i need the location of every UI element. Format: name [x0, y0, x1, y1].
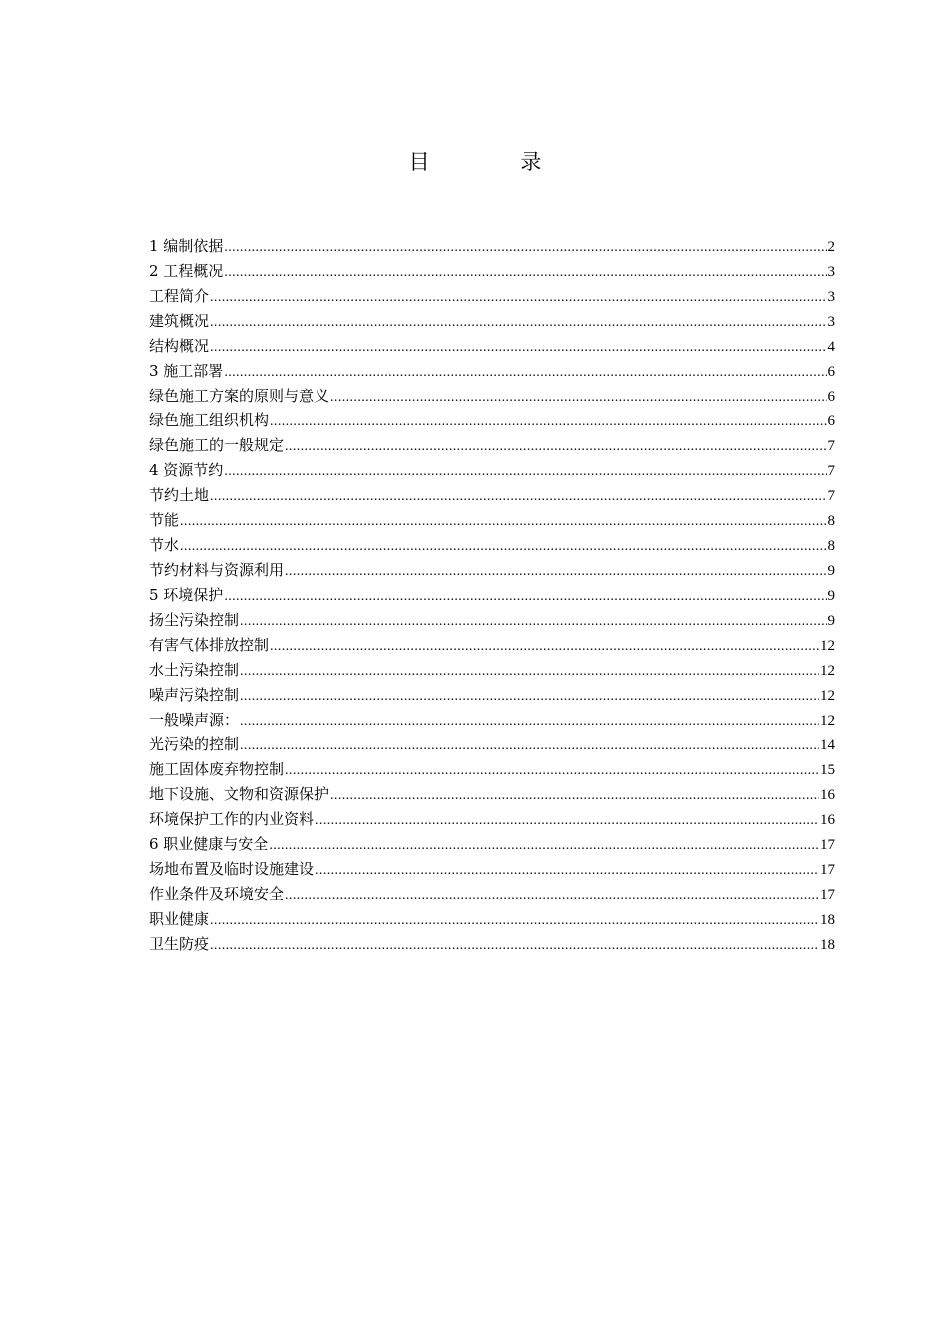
toc-entry[interactable] [149, 882, 835, 907]
toc-entry-label: 5 环境保护 [149, 585, 224, 604]
toc-entry-page: 7 [827, 438, 835, 455]
toc-dot-leader [210, 336, 826, 361]
toc-entry[interactable] [149, 907, 835, 932]
toc-entry[interactable] [149, 309, 835, 334]
toc-entry-label: 绿色施工方案的原则与意义 [149, 386, 330, 405]
toc-entry[interactable] [149, 658, 835, 683]
toc-entry-label: 3 施工部署 [149, 361, 224, 380]
toc-dot-leader [210, 934, 819, 959]
toc-entry-page: 9 [827, 562, 835, 579]
toc-entry-label: 扬尘污染控制 [149, 610, 240, 629]
toc-entry-label: 场地布置及临时设施建设 [149, 860, 315, 879]
toc-entry[interactable] [149, 857, 835, 882]
toc-entry-label: 建筑概况 [149, 311, 210, 330]
toc-entry-page: 17 [820, 886, 835, 903]
toc-entry-page: 7 [827, 488, 835, 505]
toc-entry[interactable] [149, 359, 835, 384]
toc-entry[interactable] [149, 384, 835, 409]
toc-entry-label: 4 资源节约 [149, 461, 224, 480]
toc-dot-leader [315, 809, 819, 834]
toc-entry[interactable] [149, 807, 835, 832]
toc-entry[interactable] [149, 334, 835, 359]
toc-title: 目 录 [408, 150, 584, 174]
toc-entry-page: 12 [820, 687, 835, 704]
toc-entry-page: 3 [827, 263, 835, 280]
toc-entry[interactable] [149, 458, 835, 483]
toc-dot-leader [285, 884, 819, 909]
toc-entry[interactable] [149, 832, 835, 857]
toc-dot-leader [240, 734, 819, 759]
toc-dot-leader [224, 460, 826, 485]
toc-dot-leader [285, 560, 826, 585]
toc-entry-page: 3 [827, 313, 835, 330]
toc-dot-leader [240, 610, 826, 635]
toc-entry-label: 绿色施工的一般规定 [149, 436, 285, 455]
toc-entry[interactable] [149, 284, 835, 309]
toc-entry[interactable] [149, 234, 835, 259]
toc-entry-label: 结构概况 [149, 336, 210, 355]
toc-entry-label: 1 编制依据 [149, 237, 224, 255]
toc-entry[interactable] [149, 508, 835, 533]
toc-dot-leader [270, 410, 826, 435]
toc-dot-leader [330, 386, 826, 411]
toc-entry-page: 8 [827, 538, 835, 555]
toc-entry-label: 2 工程概况 [149, 261, 224, 280]
toc-entry[interactable] [149, 683, 835, 708]
toc-entry[interactable] [149, 608, 835, 633]
toc-entry-label: 光污染的控制 [149, 735, 240, 754]
toc-entry-page: 14 [820, 737, 835, 754]
toc-entry-page: 15 [820, 762, 835, 779]
toc-entry-page: 2 [827, 239, 835, 255]
toc-entry-page: 6 [827, 388, 835, 405]
toc-entry[interactable] [149, 408, 835, 433]
toc-entry[interactable] [149, 708, 835, 733]
toc-dot-leader [210, 311, 826, 336]
toc-dot-leader [270, 635, 819, 660]
toc-entry-label: 一般噪声源： [149, 710, 240, 729]
toc-entry[interactable] [149, 732, 835, 757]
toc-entry-label: 环境保护工作的内业资料 [149, 810, 315, 829]
toc-entry-label: 地下设施、文物和资源保护 [149, 785, 330, 804]
table-of-contents [149, 234, 835, 957]
toc-dot-leader [210, 485, 826, 510]
toc-entry-page: 12 [820, 637, 835, 654]
toc-entry-page: 17 [820, 862, 835, 879]
toc-entry-page: 3 [827, 288, 835, 305]
toc-entry[interactable] [149, 583, 835, 608]
toc-dot-leader [285, 435, 826, 460]
toc-dot-leader [240, 710, 819, 735]
toc-entry-page: 4 [827, 338, 835, 355]
toc-entry-label: 水土污染控制 [149, 660, 240, 679]
toc-entry-page: 6 [827, 363, 835, 380]
toc-entry-page: 18 [820, 936, 835, 953]
toc-entry-page: 8 [827, 513, 835, 530]
toc-entry[interactable] [149, 782, 835, 807]
toc-entry-page: 12 [820, 662, 835, 679]
toc-entry-label: 节水 [149, 536, 180, 555]
toc-entry[interactable] [149, 433, 835, 458]
toc-entry[interactable] [149, 533, 835, 558]
toc-entry-page: 16 [820, 812, 835, 829]
toc-dot-leader [224, 261, 826, 286]
toc-dot-leader [269, 834, 819, 859]
toc-entry-label: 节约材料与资源利用 [149, 560, 285, 579]
toc-entry-label: 6 职业健康与安全 [149, 835, 269, 854]
toc-dot-leader [330, 784, 819, 809]
toc-entry[interactable] [149, 483, 835, 508]
toc-dot-leader [180, 535, 826, 560]
toc-dot-leader [315, 859, 819, 884]
toc-entry-label: 作业条件及环境安全 [149, 884, 285, 903]
toc-dot-leader [210, 286, 826, 311]
toc-entry-page: 17 [820, 837, 835, 854]
toc-entry-label: 卫生防疫 [149, 934, 210, 953]
toc-dot-leader [240, 660, 819, 685]
toc-entry-label: 节能 [149, 511, 180, 530]
toc-entry-label: 噪声污染控制 [149, 685, 240, 704]
toc-entry[interactable] [149, 932, 835, 957]
toc-dot-leader [224, 236, 826, 261]
toc-dot-leader [224, 361, 826, 386]
toc-entry-page: 12 [820, 712, 835, 729]
toc-entry-page: 9 [827, 612, 835, 629]
toc-entry-page: 6 [827, 413, 835, 430]
toc-entry-label: 有害气体排放控制 [149, 635, 270, 654]
toc-dot-leader [240, 685, 819, 710]
toc-entry-label: 职业健康 [149, 909, 210, 928]
toc-entry-page: 7 [827, 463, 835, 480]
toc-dot-leader [210, 909, 819, 934]
toc-entry[interactable] [149, 259, 835, 284]
toc-entry-page: 16 [820, 787, 835, 804]
toc-entry[interactable] [149, 558, 835, 583]
toc-entry-page: 9 [827, 587, 835, 604]
toc-entry-label: 绿色施工组织机构 [149, 411, 270, 430]
toc-dot-leader [180, 510, 826, 535]
toc-entry-label: 节约土地 [149, 486, 210, 505]
toc-dot-leader [224, 585, 826, 610]
toc-entry[interactable] [149, 633, 835, 658]
toc-entry-label: 工程简介 [149, 286, 210, 305]
toc-entry[interactable] [149, 757, 835, 782]
toc-dot-leader [285, 759, 819, 784]
toc-entry-page: 18 [820, 911, 835, 928]
toc-entry-label: 施工固体废弃物控制 [149, 760, 285, 779]
